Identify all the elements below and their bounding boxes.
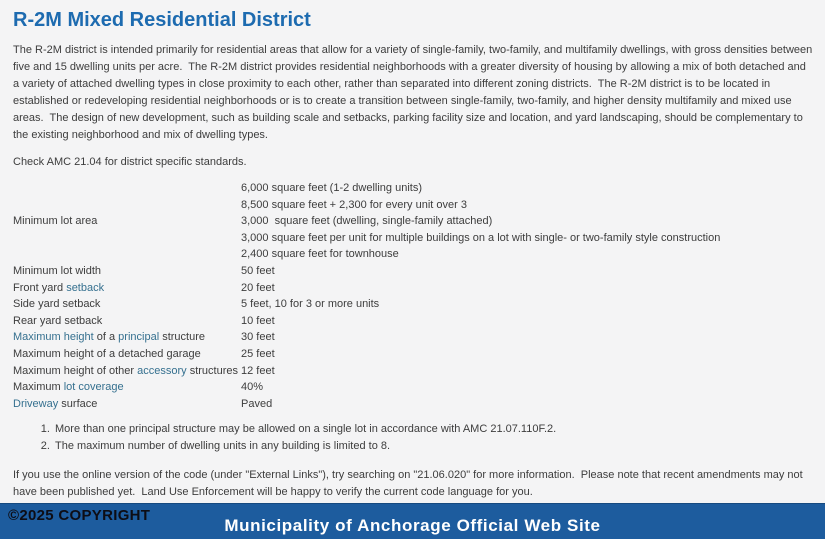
note-item: 1. More than one principal structure may be allowed on a single lot in accordance with AMC 21.07.110F.2. <box>53 421 813 438</box>
row-values <box>241 180 813 263</box>
row-values <box>241 379 813 396</box>
row-value: 40% <box>241 381 264 394</box>
label-text: surface <box>58 397 98 410</box>
row-value: 25 feet <box>241 347 275 360</box>
row-label <box>13 396 241 413</box>
notes-list <box>13 421 813 454</box>
glossary-link[interactable]: accessory <box>137 364 187 377</box>
row-value: 10 feet <box>241 314 275 327</box>
table-row <box>13 263 813 280</box>
table-row <box>13 363 813 380</box>
glossary-link[interactable]: Driveway <box>13 397 59 410</box>
row-value: 5 feet, 10 for 3 or more units <box>241 298 380 311</box>
intro-paragraph: The R-2M district is intended primarily for residential areas that allow for a variety of single-family, two-family, and multifamily dwellings, with gross densities between five and 15 dwelling units per acre. The R-2M district provides residential neighborhoods with a greater diversity of housing by allowing a mix of both detached and a variety of attached dwelling types in close proximity to each other, rather than separated into different zoning districts. The R-2M district is to be located in established or redeveloping residential neighborhoods or is to create a transition between single-family, two-family, and higher density multifamily and mixed use areas. The design of new development, such as building scale and setbacks, parking facility size and location, and yard landscaping, should be complementary to the existing neighborhood and mix of dwelling types. <box>13 44 816 141</box>
label-text: Side yard setback <box>13 298 101 311</box>
copyright-text: ©2025 COPYRIGHT <box>8 507 151 524</box>
label-text: Minimum lot width <box>13 264 102 277</box>
row-value: Paved <box>241 397 273 410</box>
label-text: structure <box>159 331 205 344</box>
standards-table <box>13 180 813 412</box>
row-label <box>13 379 241 396</box>
label-text: Maximum <box>13 381 64 394</box>
glossary-link[interactable]: lot coverage <box>63 381 124 394</box>
row-value: 3,000 square feet per unit for multiple buildings on a lot with single- or two-family style construction <box>241 231 721 244</box>
label-text: structures <box>186 364 239 377</box>
check-standards-note: Check AMC 21.04 for district specific standards. <box>13 156 247 168</box>
table-row <box>13 280 813 297</box>
note-item: 2. The maximum number of dwelling units in any building is limited to 8. <box>53 438 813 455</box>
row-label <box>13 313 241 330</box>
table-row <box>13 346 813 363</box>
table-row <box>13 379 813 396</box>
table-row <box>13 396 813 413</box>
row-label <box>13 213 241 230</box>
row-values <box>241 313 813 330</box>
glossary-link[interactable]: Maximum height <box>13 331 94 344</box>
row-values <box>241 280 813 297</box>
row-label <box>13 329 241 346</box>
table-row <box>13 296 813 313</box>
row-values <box>241 396 813 413</box>
row-value: 12 feet <box>241 364 275 377</box>
row-values <box>241 263 813 280</box>
row-values <box>241 346 813 363</box>
row-value: 6,000 square feet (1-2 dwelling units) <box>241 182 422 194</box>
row-values <box>241 363 813 380</box>
row-label <box>13 346 241 363</box>
table-row <box>13 329 813 346</box>
outro-paragraph: If you use the online version of the code (under "External Links"), try searching on "21.06.020" for more information. Please note that recent amendments may not have been published yet. Land Use Enforcement will be happy to verify the current code language for you. <box>13 468 806 498</box>
row-label <box>13 363 241 380</box>
row-value: 30 feet <box>241 331 275 344</box>
label-text: Rear yard setback <box>13 314 103 327</box>
footer-bar <box>0 503 825 539</box>
row-value: 8,500 square feet + 2,300 for every unit over 3 <box>241 198 467 211</box>
table-row <box>13 313 813 330</box>
page-title: R-2M Mixed Residential District <box>13 9 311 31</box>
glossary-link[interactable]: setback <box>66 281 105 294</box>
row-value: 2,400 square feet for townhouse <box>241 248 399 261</box>
site-title-text: Municipality of Anchorage Official Web Site <box>224 516 601 535</box>
table-row <box>13 180 813 263</box>
label-text: of a <box>93 331 119 344</box>
row-label <box>13 280 241 297</box>
glossary-link[interactable]: principal <box>118 331 160 344</box>
label-text: Maximum height of other <box>13 364 138 377</box>
row-value: 50 feet <box>241 264 275 277</box>
label-text: Front yard <box>13 281 67 294</box>
row-values <box>241 329 813 346</box>
label-text: Maximum height of a detached garage <box>13 347 201 360</box>
row-value: 20 feet <box>241 281 275 294</box>
row-label <box>13 263 241 280</box>
row-label <box>13 296 241 313</box>
row-value: 3,000 square feet (dwelling, single-family attached) <box>241 215 493 228</box>
label-text: Minimum lot area <box>13 215 98 228</box>
row-values <box>241 296 813 313</box>
